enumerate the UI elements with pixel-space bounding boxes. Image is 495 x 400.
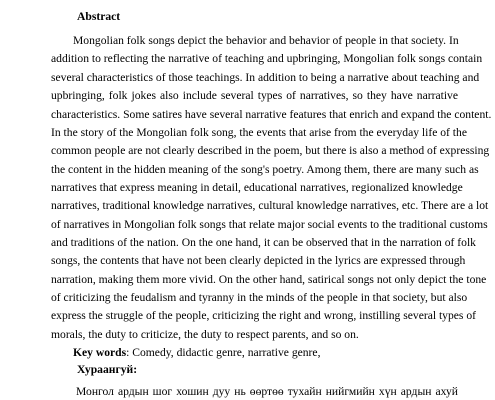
mongolian-abstract-heading: Хураангуй: (77, 363, 138, 376)
abstract-line: narratives, traditional knowledge narratives, cultural knowledge narratives, etc. There are a lot (51, 199, 489, 212)
abstract-line: of criticizing the feudalism and tyranny in the minds of the people in that society, but also (51, 291, 468, 304)
abstract-line: Mongolian folk songs depict the behavior and behavior of people in that society. In (73, 34, 459, 47)
abstract-line: characteristics. Some satires have several narrative features that enrich and expand the content. (51, 108, 492, 121)
abstract-line: narratives that express meaning in detail, educational narratives, regionalized knowledge (51, 181, 463, 194)
keywords-label: Key words (73, 346, 127, 359)
abstract-line: of narratives in Mongolian folk songs that relate major social events to the traditional customs (51, 218, 488, 231)
mongolian-abstract-line: Монгол ардын шог хошин дуу нь өөртөө тухайн нийгмийн хүн ардын ахуй (76, 385, 458, 398)
abstract-line: upbringing, folk jokes also include several types of narratives, so they have narrative (51, 89, 458, 102)
abstract-line: morals, the duty to criticize, the duty to respect parents, and so on. (51, 328, 359, 341)
abstract-line: the content in the hidden meaning of the song's poetry. Among them, there are many such as (51, 163, 479, 176)
keywords-line (73, 346, 320, 360)
keywords-text: : Comedy, didactic genre, narrative genre, (126, 346, 321, 359)
abstract-line: songs, the contents that have not been clearly depicted in the lyrics are expressed through (51, 254, 466, 267)
abstract-line: In the story of the Mongolian folk song, the events that arise from the everyday life of the (51, 126, 467, 139)
abstract-line: common people are not clearly described in the poem, but there is also a method of expressing (51, 144, 490, 157)
abstract-line: and traditions of the nation. On the one hand, it can be observed that in the narration of folk (51, 236, 476, 249)
abstract-line: several characteristics of those teachings. In addition to being a narrative about teaching and (51, 71, 480, 84)
abstract-line: addition to reflecting the narrative of teaching and upbringing, Mongolian folk songs contain (51, 52, 483, 65)
abstract-line: express the struggle of the people, criticizing the right and wrong, instilling several types of (51, 309, 476, 322)
abstract-heading: Abstract (77, 10, 121, 23)
abstract-line: narration, making them more vivid. On the other hand, satirical songs not only depict the tone (51, 273, 487, 286)
